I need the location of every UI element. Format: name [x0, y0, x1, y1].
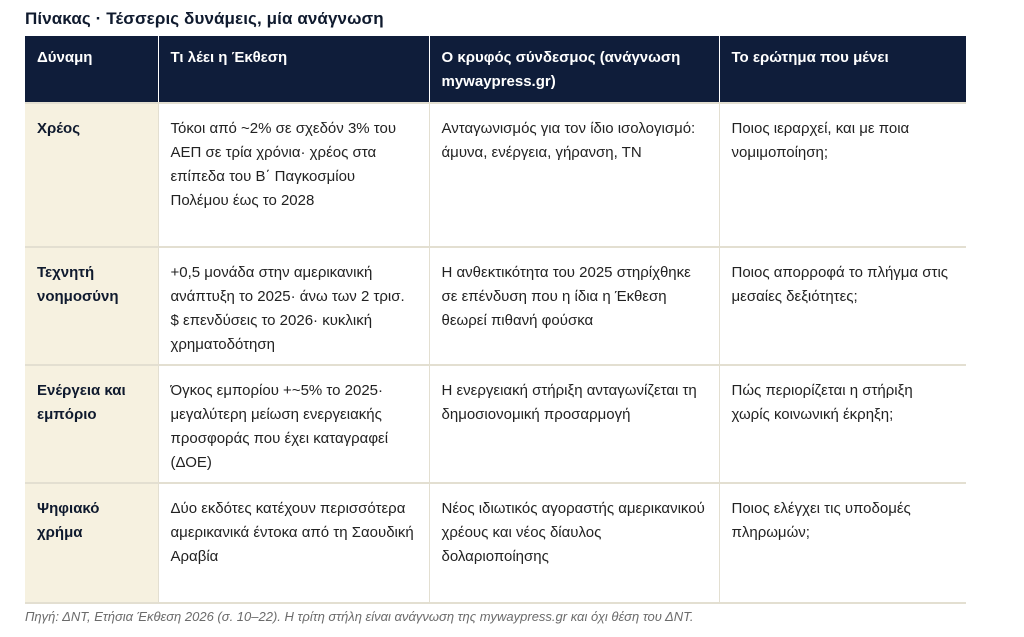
- row-force-cell: Ενέργεια και εμπόριο: [25, 365, 158, 483]
- table-row: [25, 103, 966, 247]
- source-note: Πηγή: ΔΝΤ, Ετήσια Έκθεση 2026 (σ. 10–22). Η τρίτη στήλη είναι ανάγνωση της mywaypress.gr και όχι θέση του ΔΝΤ.: [25, 609, 694, 624]
- row-question-cell: Ποιος ιεραρχεί, και με ποια νομιμοποίηση;: [719, 103, 966, 247]
- table-header: [25, 36, 966, 103]
- header-hidden-link: Ο κρυφός σύνδεσμος (ανάγνωση mywaypress.gr): [429, 36, 719, 103]
- table-row: [25, 365, 966, 483]
- header-row: [25, 36, 966, 103]
- row-report-cell: Τόκοι από ~2% σε σχεδόν 3% του ΑΕΠ σε τρία χρόνια· χρέος στα επίπεδα του Β΄ Παγκοσμίου Πολέμου έως το 2028: [158, 103, 429, 247]
- table-row: [25, 247, 966, 365]
- table-body: [25, 103, 966, 603]
- row-question-cell: Ποιος ελέγχει τις υποδομές πληρωμών;: [719, 483, 966, 603]
- row-question-cell: Πώς περιορίζεται η στήριξη χωρίς κοινωνική έκρηξη;: [719, 365, 966, 483]
- forces-table: [25, 36, 966, 604]
- row-force-cell: Τεχνητή νοημοσύνη: [25, 247, 158, 365]
- row-report-cell: Δύο εκδότες κατέχουν περισσότερα αμερικανικά έντοκα από τη Σαουδική Αραβία: [158, 483, 429, 603]
- header-report: Τι λέει η Έκθεση: [158, 36, 429, 103]
- table-row: [25, 483, 966, 603]
- header-open-question: Το ερώτημα που μένει: [719, 36, 966, 103]
- row-question-cell: Ποιος απορροφά το πλήγμα στις μεσαίες δεξιότητες;: [719, 247, 966, 365]
- row-report-cell: Όγκος εμπορίου +~5% το 2025· μεγαλύτερη μείωση ενεργειακής προσφοράς που έχει καταγραφεί (ΔΟΕ): [158, 365, 429, 483]
- header-force: Δύναμη: [25, 36, 158, 103]
- row-force-cell: Χρέος: [25, 103, 158, 247]
- row-force-cell: Ψηφιακό χρήμα: [25, 483, 158, 603]
- row-link-cell: Η ενεργειακή στήριξη ανταγωνίζεται τη δημοσιονομική προσαρμογή: [429, 365, 719, 483]
- row-link-cell: Η ανθεκτικότητα του 2025 στηρίχθηκε σε επένδυση που η ίδια η Έκθεση θεωρεί πιθανή φούσκα: [429, 247, 719, 365]
- row-report-cell: +0,5 μονάδα στην αμερικανική ανάπτυξη το 2025· άνω των 2 τρισ. $ επενδύσεις το 2026· κυκλική χρηματοδότηση: [158, 247, 429, 365]
- row-link-cell: Ανταγωνισμός για τον ίδιο ισολογισμό: άμυνα, ενέργεια, γήρανση, ΤΝ: [429, 103, 719, 247]
- row-link-cell: Νέος ιδιωτικός αγοραστής αμερικανικού χρέους και νέος δίαυλος δολαριοποίησης: [429, 483, 719, 603]
- table-caption: Πίνακας · Τέσσερις δυνάμεις, μία ανάγνωση: [25, 9, 384, 28]
